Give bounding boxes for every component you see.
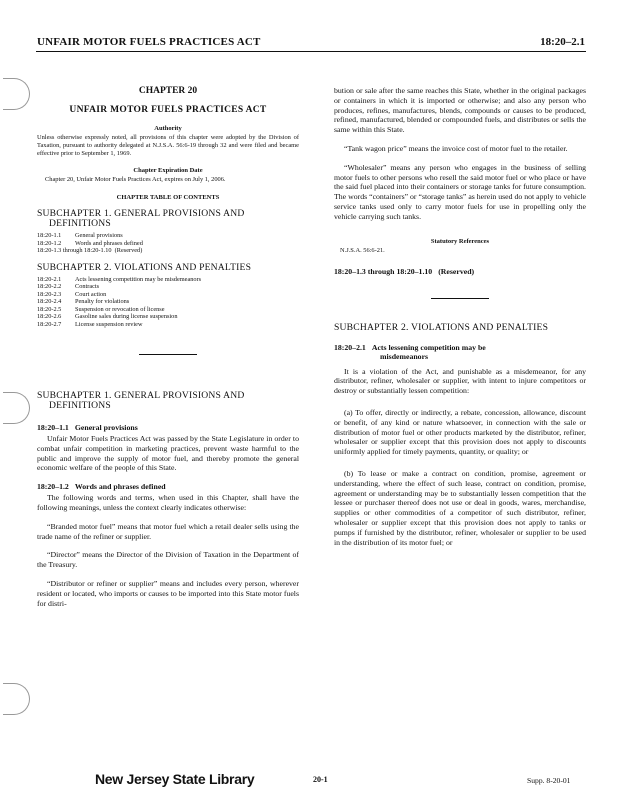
definition-branded-motor-fuel: “Branded motor fuel” means that motor fuel which a retail dealer sells using the trade name of the refiner or supplier. — [37, 521, 299, 541]
definition-wholesaler: “Wholesaler” means any person who engages in the business of selling motor fuels to other persons who resell the said motor fuel or who place or have the said fuel placed into their containers or storage tanks for future consumption. The words “containers” or “storage tanks” as herein used do not apply to vehicle service tanks used only to carry motor fuels for use in propelling only the vehicle carrying such tanks. — [334, 162, 586, 221]
authority-heading: Authority — [154, 125, 182, 132]
toc-entry[interactable]: 18:20-2.7 License suspension review — [37, 320, 143, 328]
running-header-section: 18:20–2.1 — [540, 36, 585, 48]
section-2-1-intro: It is a violation of the Act, and punishable as a misdemeanor, for any distributor, refiner, wholesaler or supplier, with intent to injure competitors or destroy or substantially lessen competition: — [334, 366, 586, 396]
subchapter-1-heading — [37, 391, 299, 411]
toc-entry[interactable]: 18:20-2.2 Contracts — [37, 283, 100, 290]
toc-subchapter-1-heading — [37, 209, 299, 229]
supplement-date: Supp. 8-20-01 — [527, 776, 571, 785]
section-divider — [139, 354, 197, 355]
authority-text: Unless otherwise expressly noted, all provisions of this chapter were adopted by the Division of Taxation, pursuant to authority delegated at N.J.S.A. 56:6-19 through 32 and were filed and became effective prior to September 1, 1969. — [37, 134, 299, 157]
toc-subchapter-1-line2: DEFINITIONS — [49, 218, 111, 229]
expiration-heading: Chapter Expiration Date — [133, 167, 203, 174]
punch-hole-bottom — [3, 683, 30, 715]
left-column — [37, 86, 299, 608]
toc-entry[interactable]: 18:20-1.1 General provisions — [37, 232, 123, 239]
page-number: 20-1 — [313, 775, 328, 784]
toc-entry[interactable]: 18:20-1.2 Words and phrases defined — [37, 239, 143, 247]
section-heading-1-2: 18:20–1.2 Words and phrases defined — [37, 482, 166, 492]
statutory-references-text: N.J.S.A. 56:6-21. — [340, 246, 385, 254]
running-header-title: UNFAIR MOTOR FUELS PRACTICES ACT — [37, 36, 261, 48]
toc-entry[interactable]: 18:20-2.6 Gasoline sales during license suspension — [37, 313, 178, 320]
library-stamp: New Jersey State Library — [95, 771, 255, 787]
right-column — [334, 86, 586, 547]
definitions-intro: The following words and terms, when used in this Chapter, shall have the following meanings, unless the context clearly indicates otherwise: — [37, 493, 299, 512]
toc-entry[interactable]: 18:20-2.1 Acts lessening competition may be misdemeanors — [37, 275, 202, 283]
subchapter-2-heading: SUBCHAPTER 2. VIOLATIONS AND PENALTIES — [334, 321, 549, 333]
punch-hole-top — [3, 78, 30, 110]
paragraph-b: (b) To lease or make a contract on condition, promise, agreement or understanding, where the effect of such lease, contract on condition, promise, agreement or understanding may be to substantially lessen competition that the lessee or purchaser thereof does not use or deal in goods, wares, merchandise, supplies or other commodities of a competitor of such distributor, refiner, wholesaler or supplier except that this provision does not apply to tanks or pumps if furnished by the distributor, refiner, wholesaler or supplier to be used in the distribution of its motor fuel; or — [334, 468, 586, 547]
section-heading-2-1: 18:20–2.1 Acts lessening competition may be misdemeanors — [334, 342, 486, 361]
paragraph-a: (a) To offer, directly or indirectly, a rebate, concession, allowance, discount or benefit, of any kind or nature whatsoever, in connection with the sale or distribution of motor fuel or other products marketed by the distributor, refiner, wholesaler or supplier except that this provision does not apply to discounts uniformly applied for timely payments, quantity, or quality; or — [334, 407, 586, 457]
subchapter-1-line2: DEFINITIONS — [49, 400, 111, 411]
toc-subchapter-1-line1: SUBCHAPTER 1. GENERAL PROVISIONS AND — [37, 208, 245, 219]
toc-subchapter-2-heading: SUBCHAPTER 2. VIOLATIONS AND PENALTIES — [37, 261, 252, 273]
general-provisions-text: Unfair Motor Fuels Practices Act was passed by the State Legislature in order to combat unfair competition in marketing practices, prevent waste harmful to the public and improve the supply of motor fuel, and thereby promote the general economic welfare of the people of this State. — [37, 434, 299, 473]
toc-entry[interactable]: 18:20-1.3 through 18:20-1.10 (Reserved) — [37, 247, 143, 254]
chapter-title: UNFAIR MOTOR FUELS PRACTICES ACT — [69, 105, 267, 115]
punch-hole-middle — [3, 392, 30, 424]
definition-distributor-continued: bution or sale after the same reaches this State, whether in the original packages or containers in which it is imported or otherwise; and also any person who produces, refines, manufactures, blends, compounds or causes to be produced, refined, manufactured, blended or compounded fuels, and distributes or sells the same within this State. — [334, 86, 586, 135]
header-rule — [36, 51, 586, 52]
statutory-references-heading: Statutory References — [430, 237, 490, 245]
toc-subchapter-1-list — [37, 232, 299, 255]
toc-entry[interactable]: 18:20-2.4 Penalty for violations — [37, 298, 130, 305]
definition-director: “Director” means the Director of the Division of Taxation in the Department of the Treasury. — [37, 550, 299, 570]
expiration-text: Chapter 20, Unfair Motor Fuels Practices Act, expires on July 1, 2006. — [45, 176, 226, 183]
toc-subchapter-2-list — [37, 276, 299, 329]
chapter-label: CHAPTER 20 — [138, 86, 198, 96]
section-heading-1-1: 18:20–1.1 General provisions — [37, 423, 138, 432]
definition-distributor: “Distributor or refiner or supplier” means and includes every person, wherever resident or located, who imports or causes to be imported into this State motor fuels for distri- — [37, 578, 299, 608]
subchapter-1-line1: SUBCHAPTER 1. GENERAL PROVISIONS AND — [37, 390, 245, 401]
toc-heading: CHAPTER TABLE OF CONTENTS — [116, 194, 220, 201]
toc-entry[interactable]: 18:20-2.3 Court action — [37, 290, 107, 298]
definition-tank-wagon-price: “Tank wagon price” means the invoice cost of motor fuel to the retailer. — [344, 143, 568, 153]
toc-entry[interactable]: 18:20-2.5 Suspension or revocation of license — [37, 305, 165, 313]
section-divider — [431, 298, 489, 299]
section-heading-reserved: 18:20–1.3 through 18:20–1.10 (Reserved) — [334, 266, 475, 276]
